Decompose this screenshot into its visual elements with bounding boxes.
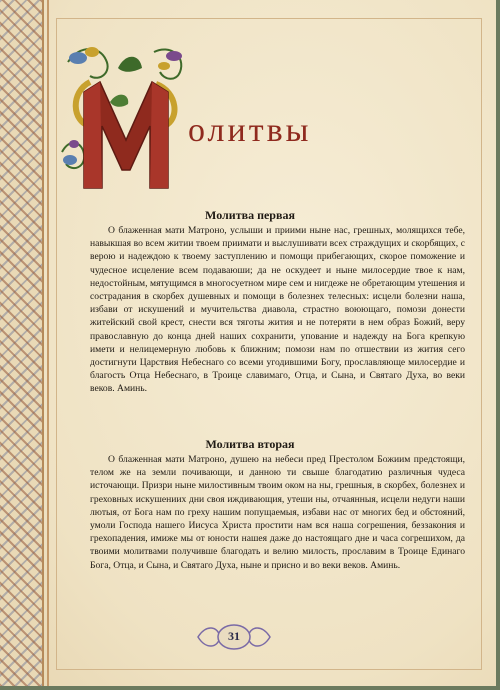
illuminated-initial <box>60 42 192 192</box>
prayer-2-text: О блаженная мати Матроно, душею на небеси пред Престолом Божиим предстоящи, телом же на земли почивающи, и данною ти свыше благодатию различныя чудеса источающи. Призри ныне милостивным твоим оком на ны, грешныя, в скорбех, болезнех и греховных искушениих дни своя иждивающия, утеши ны, отчаянныя, исцели недуги наши лютыя, от Бога нам по греху нашим попущаемыя, избави нас от многих бед и обстояний, умоли Господа нашего Иисуса Христа простити нам вся наша согрешения, беззакония и грехопадения, имиже мы от юности нашея даже до настоящаго дне и часа согрешихом, да твоими молитвами получивше благодать и велию милость, прославим в Троице Единаго Бога, Отца, и Сына, и Святаго Духа, ныне и присно и во веки веков. Аминь. <box>90 454 465 571</box>
prayer-1-heading: Молитва первая <box>205 208 295 222</box>
border-rule <box>47 0 49 686</box>
prayer-1-text: О блаженная мати Матроно, услыши и приими ныне нас, грешных, молящихся тебе, навыкшая во всем житии твоем приимати и выслушивати всех страждущих и скорбящих, с верою и надеждою к твоему заступлению и помощи прибегающих, скорое поможение и чудесное исцеление всем подаваюши; да не оскудеет и ныне милосердие твое к нам, недостойным, мятущимся в многосуетном мире сем и нигдеже не обретающим утешения и сострадания в скорбех душевных и помощи в болезнех телесных: исцели болезни наша, избави от искушений и мучительства диавола, страстно воюющаго, помози донести житейский свой крест, снести вся тяготы жития и не потеряти в нем образ Божий, веру православную до конца дней наших сохранити, упование и надежду на Бога крепкую имети и нелицемерную любовь к ближним; помози нам по отшествии из жития сего достигнути Царствия Небеснаго со всеми угодившими Богу, прославляюще милосердие и благость Отца Небеснаго, в Троице славимаго, Отца, и Сына, и Святаго Духа, во веки веков. Аминь. <box>90 225 465 395</box>
title: олитвы <box>188 112 312 149</box>
prayer-2-heading: Молитва вторая <box>205 437 295 451</box>
page-number: 31 <box>228 629 240 643</box>
ornamental-border <box>0 0 44 686</box>
